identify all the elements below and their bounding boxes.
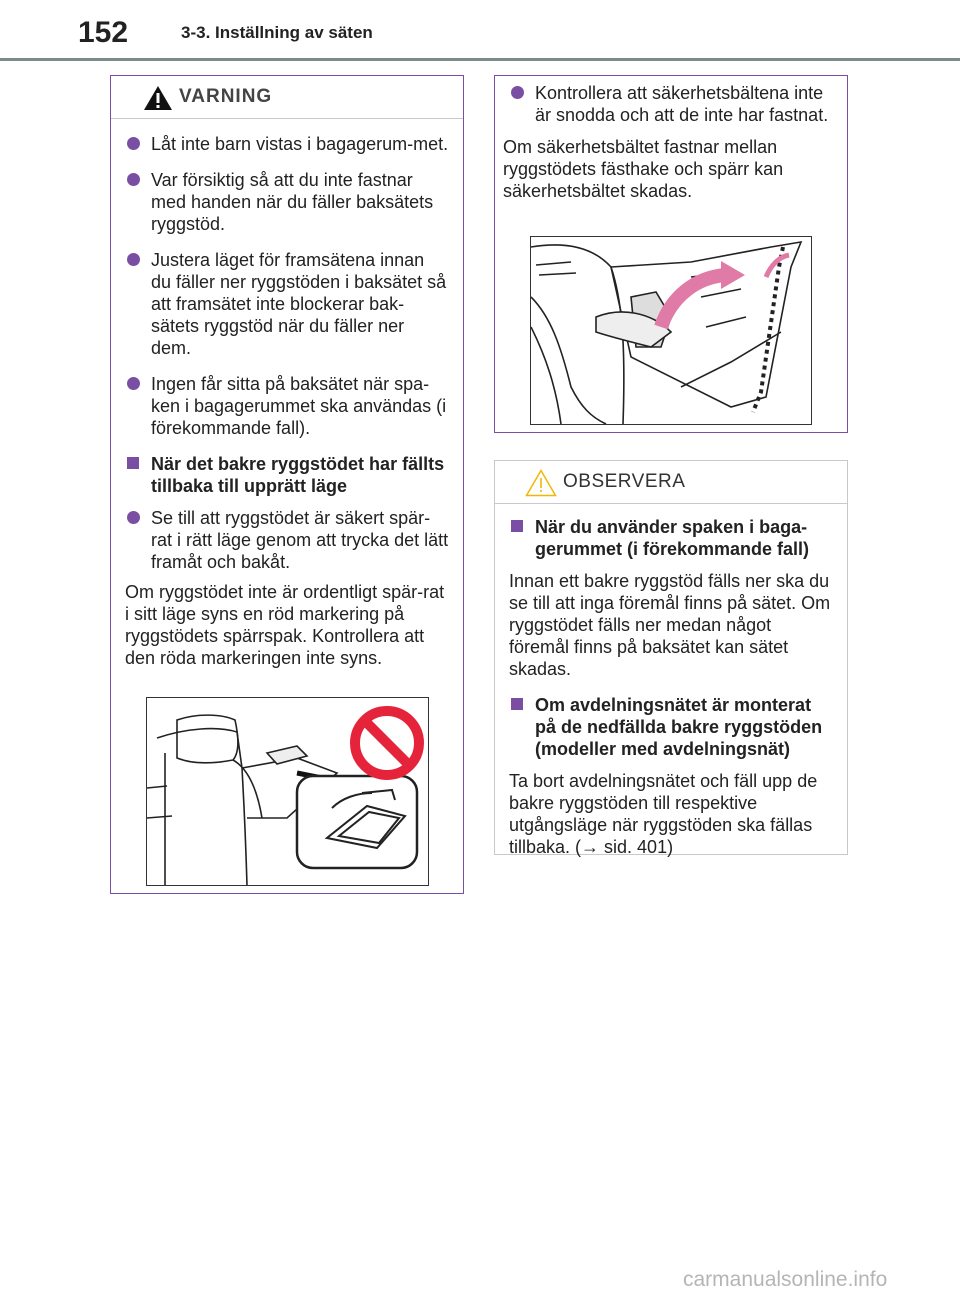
notice-box: [494, 460, 848, 855]
bullet-dot-icon: [127, 137, 140, 150]
warning-paragraph: Om ryggstödet inte är ordentligt spär-rat i sitt läge syns en röd markering på ryggstödets spärrspak. Kontrollera att den röda markeringen inte syns.: [125, 582, 445, 668]
warning-bullet: Låt inte barn vistas i bagagerum-met.: [125, 133, 449, 155]
square-bullet-icon: [127, 457, 139, 469]
warning-bullet: Justera läget för framsätena innan du fäller ner ryggstöden i baksätet så att framsätet inte blockerar bak-sätets ryggstöd när du fäller ner dem.: [125, 249, 449, 359]
watermark: carmanualsonline.info: [683, 1268, 888, 1291]
warning-content: [111, 119, 463, 669]
notice-heading: Om avdelningsnätet är monterat på de nedfällda bakre ryggstöden (modeller med avdelningsnät): [509, 694, 833, 760]
fold-arrow-icon: [661, 275, 726, 327]
notice-title: OBSERVERA: [563, 471, 686, 492]
warning-subheading: När det bakre ryggstödet har fällts tillbaka till upprätt läge: [125, 453, 449, 497]
warning-header: [111, 76, 463, 119]
notice-paragraph: Innan ett bakre ryggstöd fälls ner ska du se till att inga föremål finns på sätet. Om ryggstödet fälls ner medan något föremål finns på baksätet kan sätet skadas.: [509, 571, 831, 679]
warning-box: [110, 75, 464, 894]
warning-bullet: Ingen får sitta på baksätet när spa-ken i bagagerummet ska användas (i förekommande fall).: [125, 373, 449, 439]
warning-bullet: Se till att ryggstödet är säkert spär-rat i rätt läge genom att trycka det lätt framåt och bakåt.: [125, 507, 449, 573]
page-header: [0, 0, 960, 62]
notice-content: [495, 504, 847, 858]
bullet-dot-icon: [511, 86, 524, 99]
page-number: 152: [78, 16, 129, 49]
seat-lever-illustration: [146, 697, 429, 886]
seatback-fold-illustration: [530, 236, 812, 425]
notice-heading: När du använder spaken i baga-gerummet (i förekommande fall): [509, 516, 833, 560]
bullet-dot-icon: [127, 173, 140, 186]
notice-header: [495, 461, 847, 504]
warning-triangle-icon: [143, 85, 173, 111]
seatback-fold-drawing: [531, 237, 811, 424]
header-rule: [0, 58, 960, 61]
section-title: 3-3. Inställning av säten: [181, 23, 373, 42]
square-bullet-icon: [511, 520, 523, 532]
belt-info-content: [495, 76, 847, 202]
bullet-dot-icon: [127, 253, 140, 266]
notice-paragraph: Ta bort avdelningsnätet och fäll upp de bakre ryggstöden till respektive utgångsläge när ryggstöden ska fällas tillbaka. (→ sid. 401): [509, 771, 818, 857]
belt-bullet: Kontrollera att säkerhetsbältena inte är snodda och att de inte har fastnat.: [509, 82, 833, 126]
square-bullet-icon: [511, 698, 523, 710]
seat-lever-drawing: [147, 698, 428, 885]
warning-bullet: Var försiktig så att du inte fastnar med handen när du fäller baksätets ryggstöd.: [125, 169, 449, 235]
belt-paragraph: Om säkerhetsbältet fastnar mellan ryggstödets fästhake och spärr kan säkerhetsbältet skadas.: [503, 137, 784, 201]
page-ref-arrow-icon: →: [581, 837, 600, 857]
caution-triangle-icon: [525, 469, 557, 497]
belt-info-box: [494, 75, 848, 433]
warning-title: VARNING: [179, 86, 273, 107]
bullet-dot-icon: [127, 511, 140, 524]
bullet-dot-icon: [127, 377, 140, 390]
